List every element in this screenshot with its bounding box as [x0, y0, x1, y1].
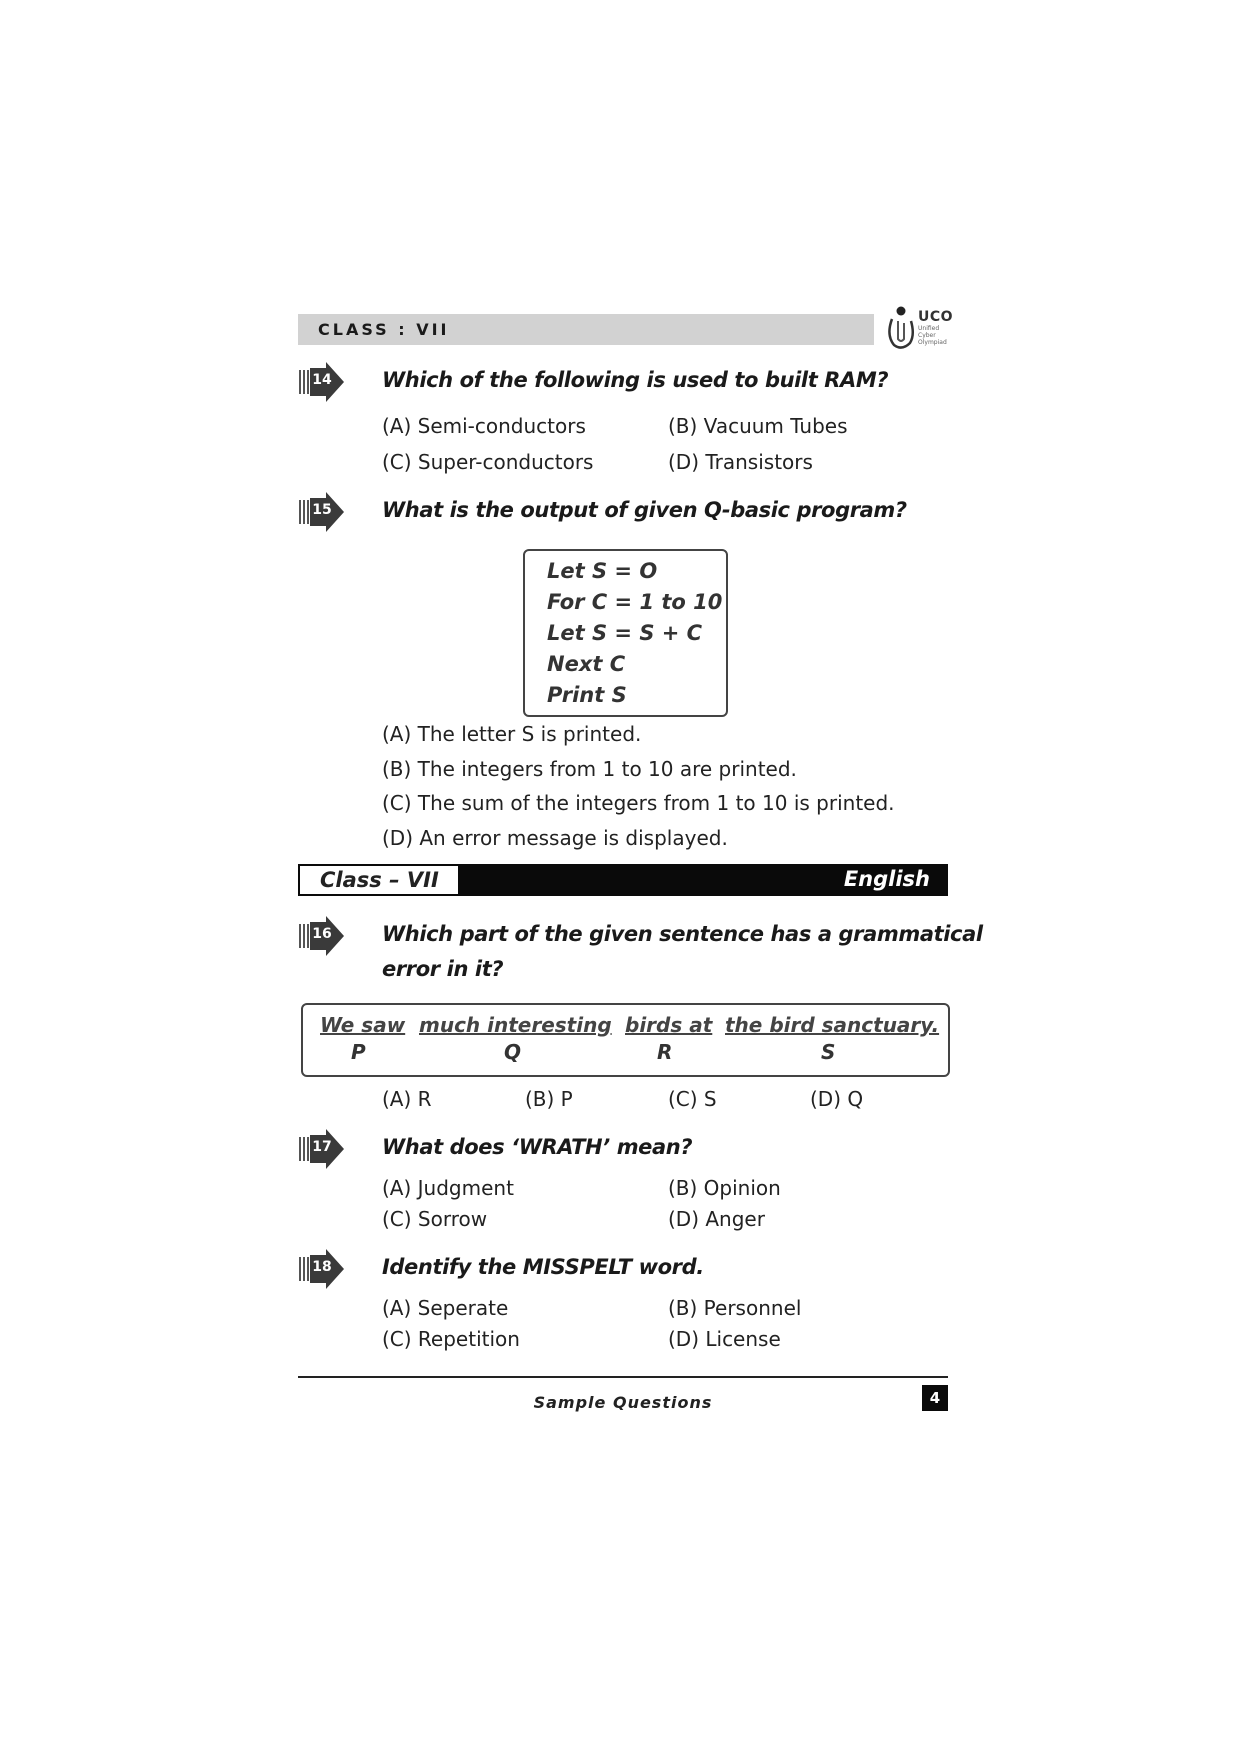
question-17-option-a[interactable]: (A) Judgment — [382, 1176, 514, 1200]
question-14-text: Which of the following is used to built RAM? — [382, 368, 889, 392]
question-number-marker: 14 — [298, 362, 346, 402]
uco-logo-icon — [884, 305, 918, 351]
question-15-option-d[interactable]: (D) An error message is displayed. — [382, 826, 728, 850]
question-16-option-d[interactable]: (D) Q — [810, 1087, 864, 1111]
code-line: Let S = S + C — [547, 621, 703, 645]
segment-label-r: R — [657, 1040, 673, 1064]
class-label: CLASS : VII — [318, 320, 450, 339]
sentence-segment-p: We saw — [320, 1013, 406, 1037]
question-16-text-line1: Which part of the given sentence has a grammatical — [382, 922, 983, 946]
sentence-segment-q: much interesting — [419, 1013, 612, 1037]
section-subject-label: English — [843, 867, 930, 891]
section-header-bar — [298, 864, 948, 896]
uco-logo — [884, 305, 954, 353]
question-16-option-c[interactable]: (C) S — [668, 1087, 717, 1111]
footer-divider — [298, 1376, 948, 1378]
question-17-option-b[interactable]: (B) Opinion — [668, 1176, 781, 1200]
question-15-option-c[interactable]: (C) The sum of the integers from 1 to 10 is printed. — [382, 791, 895, 815]
question-18-option-d[interactable]: (D) License — [668, 1327, 781, 1351]
question-18-text: Identify the MISSPELT word. — [382, 1255, 704, 1279]
sentence-box — [301, 1003, 950, 1077]
segment-label-s: S — [821, 1040, 836, 1064]
question-number-marker: 17 — [298, 1129, 346, 1169]
question-14-option-d[interactable]: (D) Transistors — [668, 450, 813, 474]
section-class-box — [300, 866, 458, 894]
question-17-option-d[interactable]: (D) Anger — [668, 1207, 765, 1231]
question-18-option-b[interactable]: (B) Personnel — [668, 1296, 802, 1320]
question-15-option-a[interactable]: (A) The letter S is printed. — [382, 722, 642, 746]
question-number-marker: 15 — [298, 492, 346, 532]
question-14-option-c[interactable]: (C) Super-conductors — [382, 450, 594, 474]
question-number-marker: 18 — [298, 1249, 346, 1289]
question-16-option-a[interactable]: (A) R — [382, 1087, 432, 1111]
question-14-option-b[interactable]: (B) Vacuum Tubes — [668, 414, 848, 438]
qbasic-code-box — [523, 549, 728, 717]
question-number-marker: 16 — [298, 916, 346, 956]
page-number: 4 — [922, 1385, 948, 1411]
question-18-option-a[interactable]: (A) Seperate — [382, 1296, 509, 1320]
question-16-text-line2: error in it? — [382, 957, 504, 981]
section-class-label: Class – VII — [320, 868, 439, 892]
segment-label-p: P — [351, 1040, 366, 1064]
footer-title: Sample Questions — [533, 1393, 713, 1412]
class-header-bar — [298, 314, 874, 345]
question-17-text: What does ‘WRATH’ mean? — [382, 1135, 693, 1159]
question-15-text: What is the output of given Q-basic program? — [382, 498, 907, 522]
sentence-segment-s: the bird sanctuary. — [725, 1013, 940, 1037]
question-18-option-c[interactable]: (C) Repetition — [382, 1327, 520, 1351]
code-line: For C = 1 to 10 — [547, 590, 723, 614]
logo-subtitle: Unified Cyber Olympiad — [918, 325, 947, 346]
sentence-segment-r: birds at — [625, 1013, 713, 1037]
question-14-option-a[interactable]: (A) Semi-conductors — [382, 414, 586, 438]
code-line: Let S = O — [547, 559, 658, 583]
logo-name: UCO — [918, 309, 954, 325]
question-17-option-c[interactable]: (C) Sorrow — [382, 1207, 488, 1231]
code-line: Next C — [547, 652, 626, 676]
question-16-option-b[interactable]: (B) P — [525, 1087, 573, 1111]
question-15-option-b[interactable]: (B) The integers from 1 to 10 are printed. — [382, 757, 797, 781]
segment-label-q: Q — [504, 1040, 522, 1064]
code-line: Print S — [547, 683, 627, 707]
